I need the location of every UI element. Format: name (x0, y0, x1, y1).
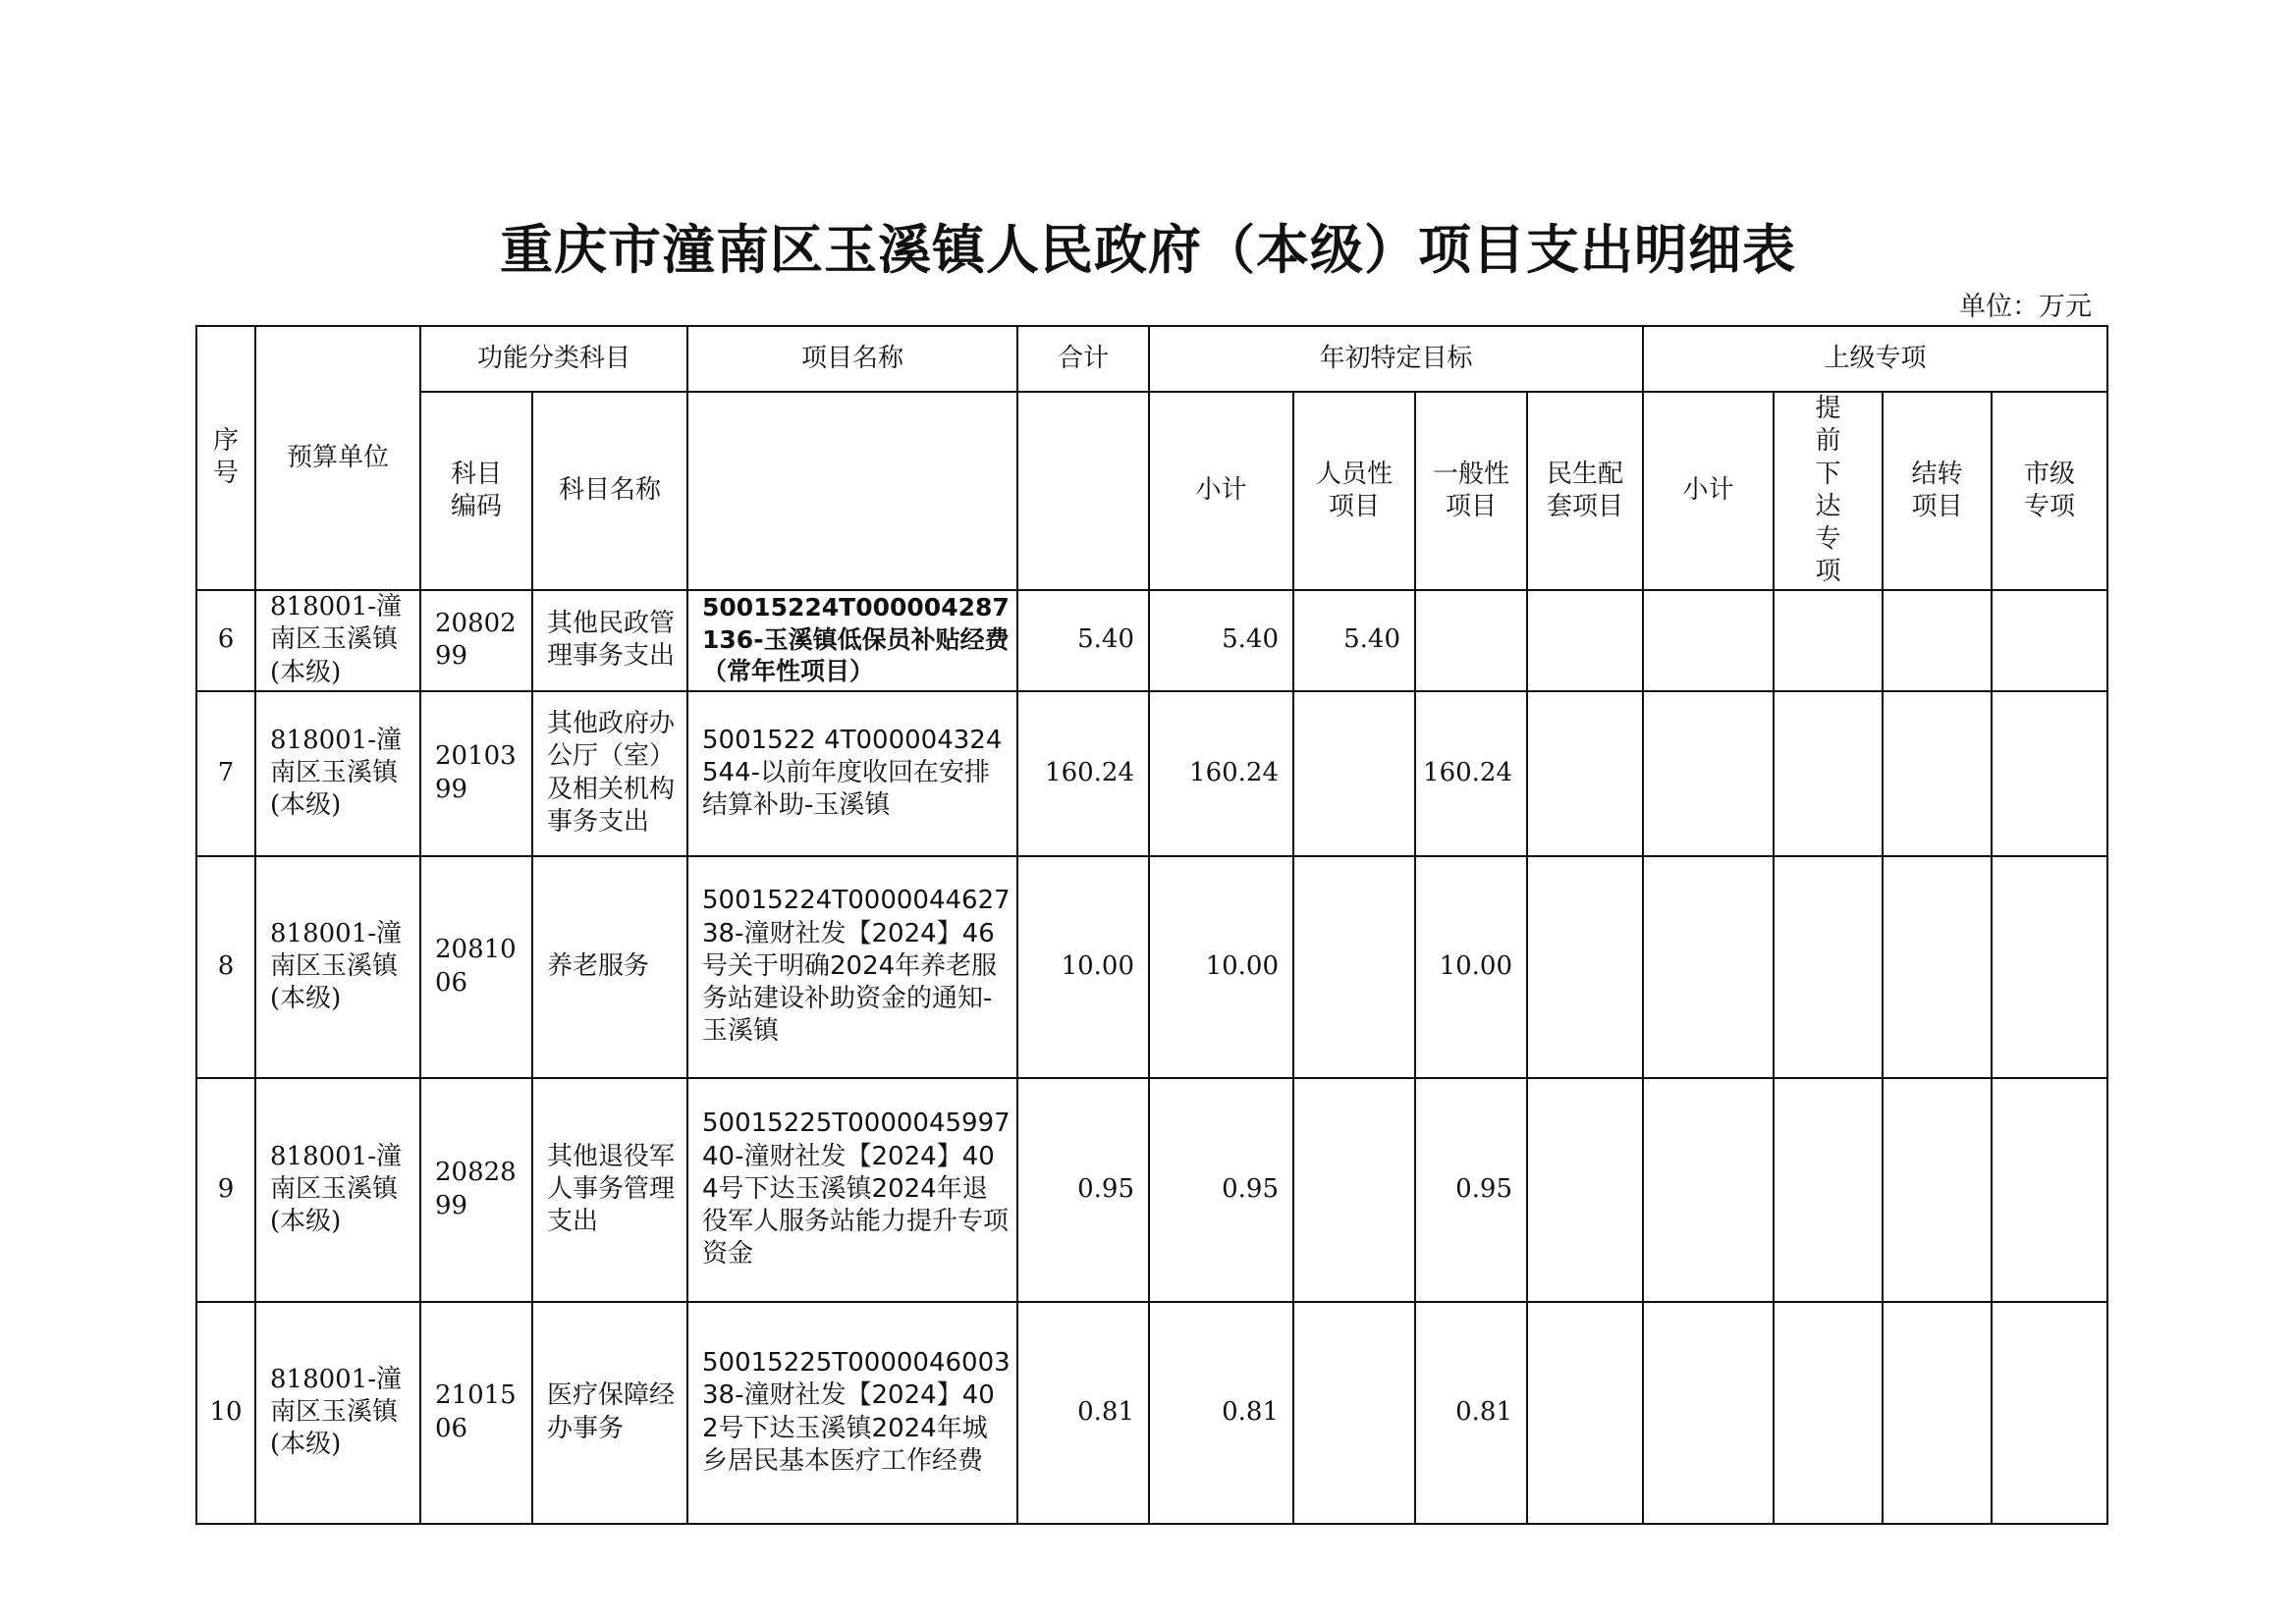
cell-budget-unit: 818001-潼南区玉溪镇(本级) (255, 1302, 420, 1524)
cell-project-name: 50015225T000004600338-潼财社发【2024】402号下达玉溪镇2024年城乡居民基本医疗工作经费 (687, 1302, 1017, 1524)
header-seq: 序号 (196, 326, 255, 590)
table-row (196, 1078, 2107, 1302)
header-annual-target: 年初特定目标 (1149, 326, 1643, 392)
cell-project-name: 50015224T000004462738-潼财社发【2024】46号关于明确2024年养老服务站建设补助资金的通知-玉溪镇 (687, 856, 1017, 1078)
header-livelihood: 民生配套项目 (1527, 392, 1643, 590)
cell-total: 5.40 (1017, 590, 1149, 691)
cell-subtotal: 5.40 (1149, 590, 1293, 691)
cell-carryover (1883, 856, 1992, 1078)
cell-sup-subtotal (1643, 691, 1774, 856)
cell-seq: 9 (196, 1078, 255, 1302)
header-func-class: 功能分类科目 (420, 326, 687, 392)
cell-carryover (1883, 691, 1992, 856)
cell-general: 0.81 (1415, 1302, 1527, 1524)
header-personnel: 人员性项目 (1293, 392, 1415, 590)
cell-subject-name: 其他民政管理事务支出 (532, 590, 687, 691)
cell-advance (1774, 590, 1883, 691)
header-total-blank (1017, 392, 1149, 590)
cell-subject-name: 其他政府办公厅（室）及相关机构事务支出 (532, 691, 687, 856)
cell-personnel: 5.40 (1293, 590, 1415, 691)
cell-project-name: 50015224T000004287136-玉溪镇低保员补贴经费（常年性项目） (687, 590, 1017, 691)
header-general: 一般性项目 (1415, 392, 1527, 590)
header-sup-subtotal: 小计 (1643, 392, 1774, 590)
cell-personnel (1293, 1302, 1415, 1524)
cell-livelihood (1527, 1078, 1643, 1302)
cell-carryover (1883, 1078, 1992, 1302)
cell-subject-code: 2010399 (420, 691, 532, 856)
cell-livelihood (1527, 590, 1643, 691)
header-budget-unit: 预算单位 (255, 326, 420, 590)
cell-advance (1774, 691, 1883, 856)
cell-budget-unit: 818001-潼南区玉溪镇(本级) (255, 1078, 420, 1302)
cell-city-level (1992, 856, 2107, 1078)
header-row-2 (196, 392, 2107, 590)
cell-general: 0.95 (1415, 1078, 1527, 1302)
cell-city-level (1992, 1302, 2107, 1524)
table-row (196, 856, 2107, 1078)
cell-budget-unit: 818001-潼南区玉溪镇(本级) (255, 856, 420, 1078)
cell-total: 0.95 (1017, 1078, 1149, 1302)
table-row (196, 691, 2107, 856)
page-title: 重庆市潼南区玉溪镇人民政府（本级）项目支出明细表 (500, 219, 1796, 281)
cell-total: 160.24 (1017, 691, 1149, 856)
cell-project-name: 5001522 4T000004324544-以前年度收回在安排结算补助-玉溪镇 (687, 691, 1017, 856)
cell-personnel (1293, 691, 1415, 856)
header-subject-code: 科目编码 (420, 392, 532, 590)
cell-budget-unit: 818001-潼南区玉溪镇(本级) (255, 691, 420, 856)
cell-carryover (1883, 590, 1992, 691)
cell-sup-subtotal (1643, 1078, 1774, 1302)
header-total: 合计 (1017, 326, 1149, 392)
cell-subtotal: 10.00 (1149, 856, 1293, 1078)
cell-sup-subtotal (1643, 590, 1774, 691)
cell-livelihood (1527, 1302, 1643, 1524)
cell-sup-subtotal (1643, 1302, 1774, 1524)
cell-seq: 7 (196, 691, 255, 856)
cell-livelihood (1527, 691, 1643, 856)
header-project-name-blank (687, 392, 1017, 590)
cell-subject-code: 2080299 (420, 590, 532, 691)
cell-subject-code: 2082899 (420, 1078, 532, 1302)
cell-subject-code: 2101506 (420, 1302, 532, 1524)
table-row (196, 1302, 2107, 1524)
cell-sup-subtotal (1643, 856, 1774, 1078)
header-subject-name: 科目名称 (532, 392, 687, 590)
header-row-1 (196, 326, 2107, 392)
unit-label: 单位：万元 (1959, 292, 2092, 322)
header-city-level: 市级专项 (1992, 392, 2107, 590)
cell-advance (1774, 1078, 1883, 1302)
cell-carryover (1883, 1302, 1992, 1524)
header-project-name: 项目名称 (687, 326, 1017, 392)
cell-city-level (1992, 691, 2107, 856)
cell-livelihood (1527, 856, 1643, 1078)
cell-subject-code: 2081006 (420, 856, 532, 1078)
table-row (196, 590, 2107, 691)
cell-general: 160.24 (1415, 691, 1527, 856)
cell-total: 0.81 (1017, 1302, 1149, 1524)
header-advance: 提前下达专项 (1774, 392, 1883, 590)
cell-general: 10.00 (1415, 856, 1527, 1078)
cell-subject-name: 医疗保障经办事务 (532, 1302, 687, 1524)
cell-personnel (1293, 1078, 1415, 1302)
cell-city-level (1992, 1078, 2107, 1302)
cell-total: 10.00 (1017, 856, 1149, 1078)
cell-subtotal: 0.81 (1149, 1302, 1293, 1524)
cell-city-level (1992, 590, 2107, 691)
project-expense-table (195, 325, 2108, 1525)
cell-subject-name: 其他退役军人事务管理支出 (532, 1078, 687, 1302)
cell-seq: 8 (196, 856, 255, 1078)
cell-subject-name: 养老服务 (532, 856, 687, 1078)
cell-advance (1774, 1302, 1883, 1524)
cell-seq: 6 (196, 590, 255, 691)
cell-advance (1774, 856, 1883, 1078)
header-carryover: 结转项目 (1883, 392, 1992, 590)
cell-personnel (1293, 856, 1415, 1078)
cell-subtotal: 0.95 (1149, 1078, 1293, 1302)
header-subtotal: 小计 (1149, 392, 1293, 590)
cell-general (1415, 590, 1527, 691)
cell-budget-unit: 818001-潼南区玉溪镇(本级) (255, 590, 420, 691)
cell-seq: 10 (196, 1302, 255, 1524)
header-superior-special: 上级专项 (1643, 326, 2107, 392)
cell-subtotal: 160.24 (1149, 691, 1293, 856)
cell-project-name: 50015225T000004599740-潼财社发【2024】404号下达玉溪镇2024年退役军人服务站能力提升专项资金 (687, 1078, 1017, 1302)
